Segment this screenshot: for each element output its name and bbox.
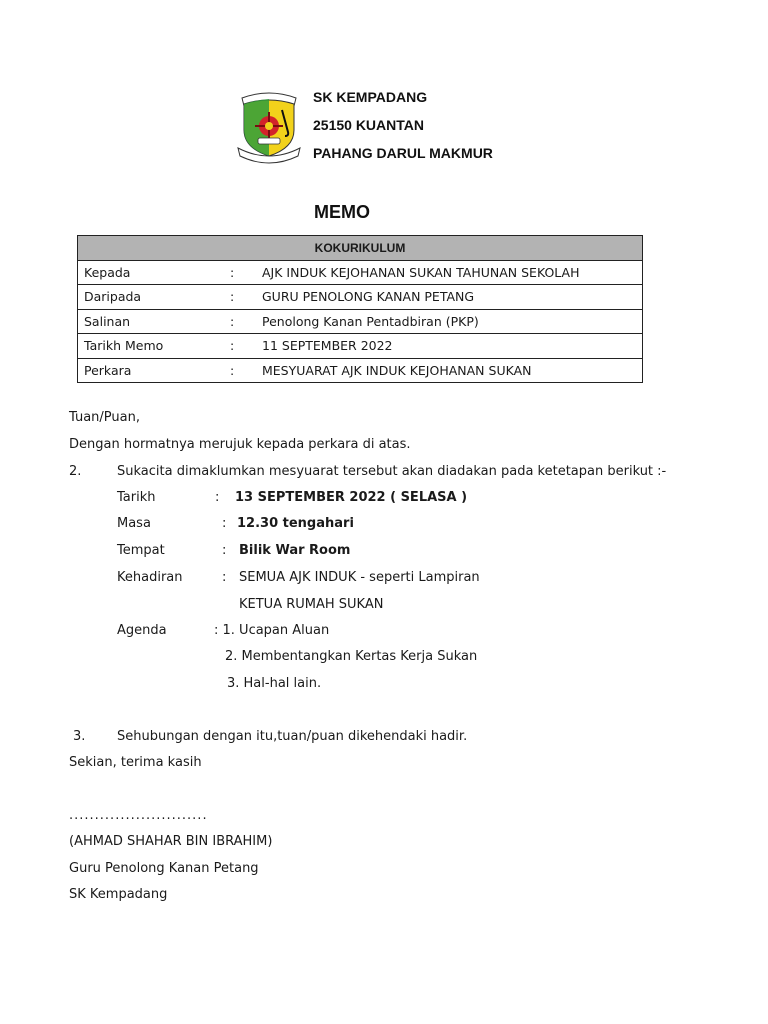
row-separator: :: [224, 358, 256, 383]
agenda-item-1: : 1. Ucapan Aluan: [214, 623, 330, 638]
masa-label: Masa: [117, 516, 151, 531]
agenda-label: Agenda: [117, 623, 167, 638]
row-separator: :: [224, 285, 256, 310]
row-separator: :: [224, 334, 256, 359]
kehadiran-label: Kehadiran: [117, 570, 183, 585]
tempat-separator: :: [222, 543, 227, 558]
row-value: MESYUARAT AJK INDUK KEJOHANAN SUKAN: [256, 358, 643, 383]
row-label: Salinan: [78, 309, 225, 334]
opening-line: Dengan hormatnya merujuk kepada perkara di atas.: [69, 437, 411, 452]
table-header-row: [78, 236, 643, 261]
closing-line: Sekian, terima kasih: [69, 755, 202, 770]
tempat-value: Bilik War Room: [239, 543, 351, 558]
signatory-school: SK Kempadang: [69, 887, 168, 902]
row-separator: :: [224, 309, 256, 334]
school-postcode-city: 25150 KUANTAN: [313, 117, 424, 133]
signatory-name: (AHMAD SHAHAR BIN IBRAHIM): [69, 834, 273, 849]
masa-value: 12.30 tengahari: [237, 516, 354, 531]
row-label: Kepada: [78, 260, 225, 285]
signature-line: ...........................: [69, 808, 208, 823]
paragraph-2-text: Sukacita dimaklumkan mesyuarat tersebut akan diadakan pada ketetapan berikut :-: [117, 464, 667, 479]
agenda-item-2: 2. Membentangkan Kertas Kerja Sukan: [225, 649, 478, 664]
masa-separator: :: [222, 516, 227, 531]
table-row: [78, 358, 643, 383]
row-value: AJK INDUK KEJOHANAN SUKAN TAHUNAN SEKOLAH: [256, 260, 643, 285]
tarikh-separator: :: [215, 490, 220, 505]
kehadiran-value-1: SEMUA AJK INDUK - seperti Lampiran: [239, 570, 480, 585]
row-value: Penolong Kanan Pentadbiran (PKP): [256, 309, 643, 334]
tarikh-value: 13 SEPTEMBER 2022 ( SELASA ): [235, 490, 468, 505]
salutation: Tuan/Puan,: [69, 410, 140, 425]
school-name: SK KEMPADANG: [313, 89, 428, 105]
school-crest-logo: [236, 86, 302, 164]
kehadiran-value-2: KETUA RUMAH SUKAN: [239, 597, 384, 612]
table-row: [78, 334, 643, 359]
school-state: PAHANG DARUL MAKMUR: [313, 145, 493, 161]
row-separator: :: [224, 260, 256, 285]
row-label: Daripada: [78, 285, 225, 310]
table-heading: KOKURIKULUM: [78, 236, 643, 261]
table-row: [78, 309, 643, 334]
table-row: [78, 285, 643, 310]
table-row: [78, 260, 643, 285]
agenda-item-3: 3. Hal-hal lain.: [227, 676, 322, 691]
paragraph-3-number: 3.: [73, 729, 86, 744]
row-value: 11 SEPTEMBER 2022: [256, 334, 643, 359]
tarikh-label: Tarikh: [117, 490, 156, 505]
kehadiran-separator: :: [222, 570, 227, 585]
memo-info-table: [77, 235, 643, 383]
row-label: Perkara: [78, 358, 225, 383]
row-label: Tarikh Memo: [78, 334, 225, 359]
paragraph-2-number: 2.: [69, 464, 82, 479]
tempat-label: Tempat: [117, 543, 165, 558]
row-value: GURU PENOLONG KANAN PETANG: [256, 285, 643, 310]
signatory-position: Guru Penolong Kanan Petang: [69, 861, 259, 876]
memo-title: MEMO: [314, 202, 370, 222]
paragraph-3-text: Sehubungan dengan itu,tuan/puan dikehendaki hadir.: [117, 729, 468, 744]
